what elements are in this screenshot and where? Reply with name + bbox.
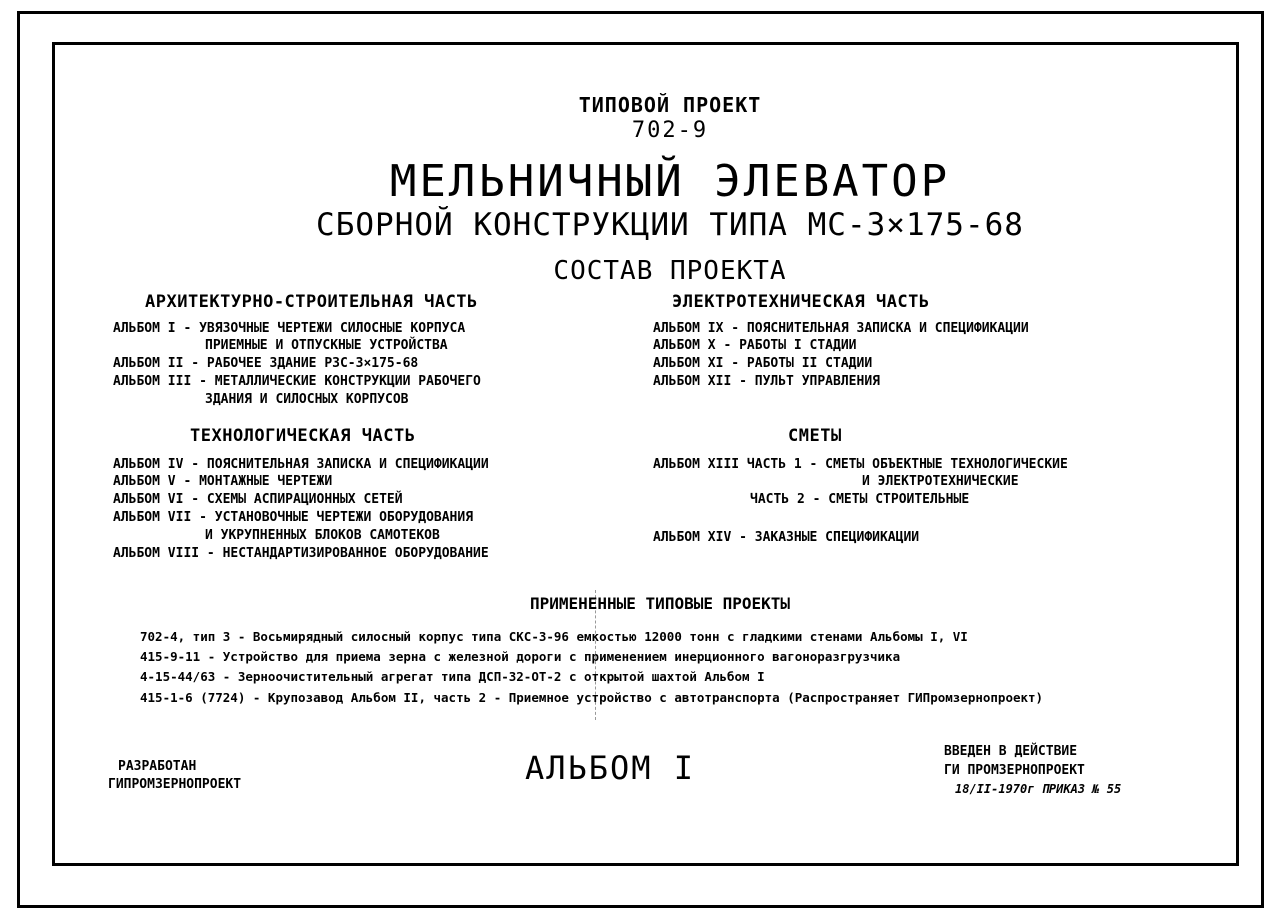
introduced-org: ГИ ПРОМЗЕРНОПРОЕКТ — [944, 763, 1085, 778]
developer-label: РАЗРАБОТАН — [118, 759, 197, 774]
architectural-line: АЛЬБОМ II - РАБОЧЕЕ ЗДАНИЕ РЗС-3×175-68 — [113, 356, 419, 371]
applied-title: ПРИМЕНЕННЫЕ ТИПОВЫЕ ПРОЕКТЫ — [529, 594, 791, 613]
project-type-label: ТИПОВОЙ ПРОЕКТ — [578, 93, 762, 117]
album-number: АЛЬБОМ I — [524, 749, 696, 787]
technological-line: АЛЬБОМ VII - УСТАНОВОЧНЫЕ ЧЕРТЕЖИ ОБОРУДОВАНИЯ — [113, 510, 474, 525]
project-number: 702-9 — [631, 118, 709, 143]
applied-project-line: 702-4, тип 3 - Восьмирядный силосный корпус типа СКС-3-96 емкостью 12000 тонн с гладкими стенами Альбомы I, VI — [140, 629, 968, 644]
estimates-line: АЛЬБОМ XIII ЧАСТЬ 1 - СМЕТЫ ОБЪЕКТНЫЕ ТЕХНОЛОГИЧЕСКИЕ — [653, 457, 1068, 472]
developer-org: ГИПРОМЗЕРНОПРОЕКТ — [108, 777, 242, 792]
applied-project-line: 415-1-6 (7724) - Крупозавод Альбом II, часть 2 - Приемное устройство с автотранспорта (Распространяет ГИПромзернопроект) — [140, 690, 1044, 705]
architectural-line: ПРИЕМНЫЕ И ОТПУСКНЫЕ УСТРОЙСТВА — [205, 338, 448, 353]
applied-project-line: 415-9-11 - Устройство для приема зерна с железной дороги с применением инерционного вагоноразгрузчика — [140, 649, 901, 664]
technological-title: ТЕХНОЛОГИЧЕСКАЯ ЧАСТЬ — [190, 426, 416, 446]
electrical-line: АЛЬБОМ IX - ПОЯСНИТЕЛЬНАЯ ЗАПИСКА И СПЕЦИФИКАЦИИ — [653, 321, 1029, 336]
estimates-title: СМЕТЫ — [788, 426, 842, 446]
subtitle: СБОРНОЙ КОНСТРУКЦИИ ТИПА МС-3×175-68 — [316, 207, 1024, 243]
electrical-line: АЛЬБОМ X - РАБОТЫ I СТАДИИ — [653, 338, 857, 353]
technological-line: АЛЬБОМ V - МОНТАЖНЫЕ ЧЕРТЕЖИ — [113, 474, 333, 489]
architectural-line: АЛЬБОМ I - УВЯЗОЧНЫЕ ЧЕРТЕЖИ СИЛОСНЫЕ КОРПУСА — [113, 321, 466, 336]
technological-line: АЛЬБОМ VIII - НЕСТАНДАРТИЗИРОВАННОЕ ОБОРУДОВАНИЕ — [113, 546, 489, 561]
estimates-line: ЧАСТЬ 2 - СМЕТЫ СТРОИТЕЛЬНЫЕ — [750, 492, 970, 507]
introduced-order: 18/II-1970г ПРИКАЗ № 55 — [955, 782, 1122, 796]
electrical-line: АЛЬБОМ XII - ПУЛЬТ УПРАВЛЕНИЯ — [653, 374, 880, 389]
technological-line: И УКРУПНЕННЫХ БЛОКОВ САМОТЕКОВ — [205, 528, 440, 543]
estimates-line: И ЭЛЕКТРОТЕХНИЧЕСКИЕ — [862, 474, 1019, 489]
electrical-line: АЛЬБОМ XI - РАБОТЫ II СТАДИИ — [653, 356, 873, 371]
technological-line: АЛЬБОМ VI - СХЕМЫ АСПИРАЦИОННЫХ СЕТЕЙ — [113, 492, 403, 507]
main-title: МЕЛЬНИЧНЫЙ ЭЛЕВАТОР — [389, 156, 951, 207]
applied-project-line: 4-15-44/63 - Зерноочистительный агрегат типа ДСП-32-ОТ-2 с открытой шахтой Альбом I — [140, 669, 765, 684]
estimates-line: АЛЬБОМ XIV - ЗАКАЗНЫЕ СПЕЦИФИКАЦИИ — [653, 530, 920, 545]
introduced-label: ВВЕДЕН В ДЕЙСТВИЕ — [944, 744, 1078, 759]
composition-heading: СОСТАВ ПРОЕКТА — [553, 256, 787, 286]
architectural-title: АРХИТЕКТУРНО-СТРОИТЕЛЬНАЯ ЧАСТЬ — [145, 292, 478, 312]
architectural-line: АЛЬБОМ III - МЕТАЛЛИЧЕСКИЕ КОНСТРУКЦИИ РАБОЧЕГО — [113, 374, 481, 389]
technological-line: АЛЬБОМ IV - ПОЯСНИТЕЛЬНАЯ ЗАПИСКА И СПЕЦИФИКАЦИИ — [113, 457, 489, 472]
electrical-title: ЭЛЕКТРОТЕХНИЧЕСКАЯ ЧАСТЬ — [672, 292, 930, 312]
architectural-line: ЗДАНИЯ И СИЛОСНЫХ КОРПУСОВ — [205, 392, 409, 407]
